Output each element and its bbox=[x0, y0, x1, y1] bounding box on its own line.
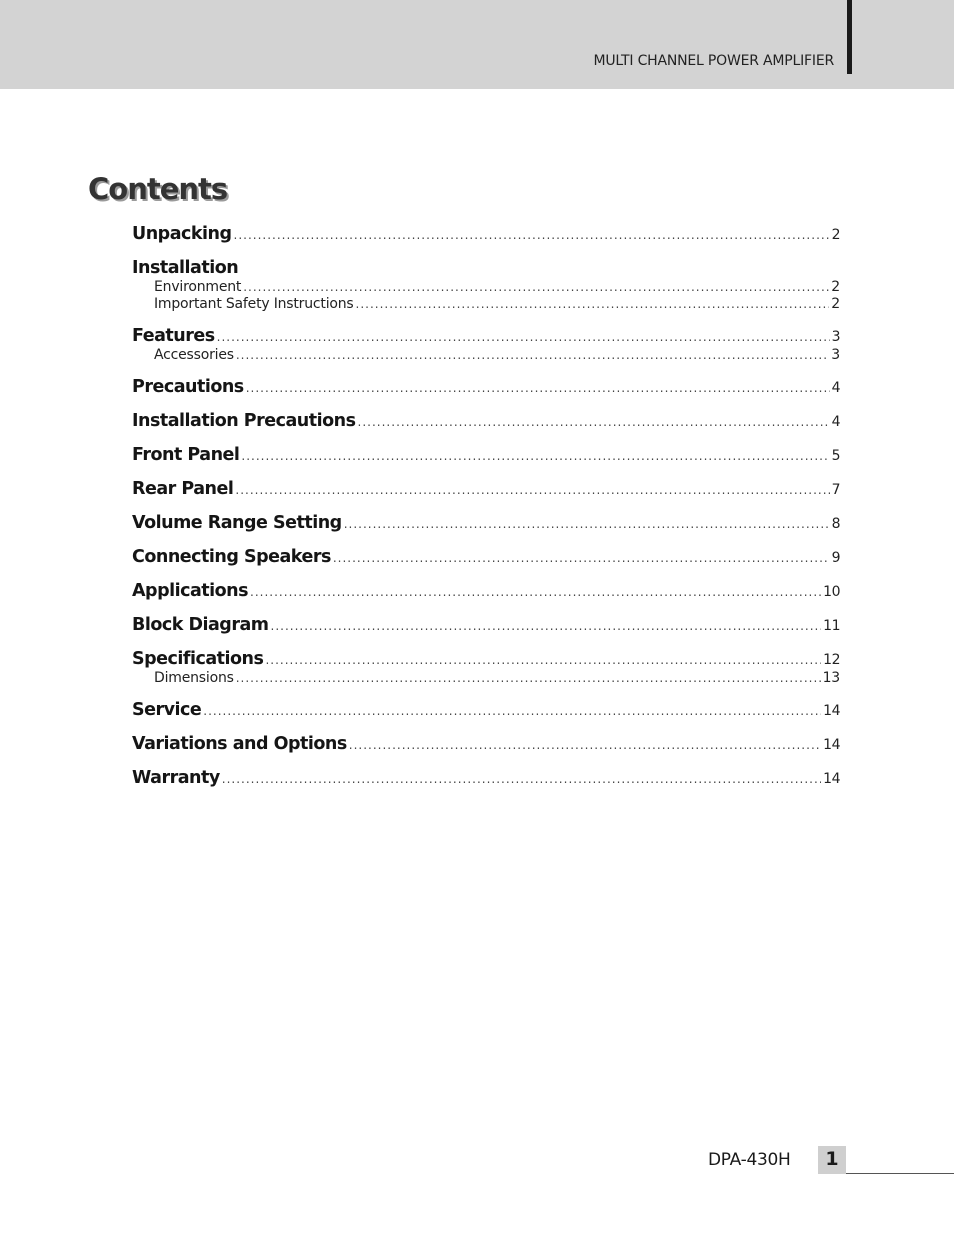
toc-group bbox=[132, 615, 840, 635]
toc-group bbox=[132, 513, 840, 533]
toc-subentry-label: Important Safety Instructions bbox=[154, 296, 354, 312]
toc-entry[interactable] bbox=[132, 326, 840, 346]
toc-entry[interactable] bbox=[132, 768, 840, 788]
toc-subentry[interactable] bbox=[132, 279, 840, 295]
toc-entry-label: Installation Precautions bbox=[132, 411, 356, 431]
dot-leader bbox=[241, 449, 829, 463]
toc-entry[interactable] bbox=[132, 479, 840, 499]
toc-group bbox=[132, 326, 840, 363]
toc-entry[interactable] bbox=[132, 649, 840, 669]
dot-leader bbox=[246, 381, 830, 395]
toc-group bbox=[132, 649, 840, 686]
dot-leader bbox=[333, 551, 830, 565]
dot-leader bbox=[344, 517, 830, 531]
toc-entry-page: 10 bbox=[823, 584, 840, 600]
toc-entry-label: Front Panel bbox=[132, 445, 240, 465]
toc-group bbox=[132, 581, 840, 601]
toc-entry-label: Warranty bbox=[132, 768, 220, 788]
dot-leader bbox=[217, 330, 830, 344]
page-number: 1 bbox=[825, 1148, 839, 1170]
toc-entry-label: Block Diagram bbox=[132, 615, 269, 635]
dot-leader bbox=[236, 348, 829, 362]
dot-leader bbox=[234, 228, 830, 242]
toc-group bbox=[132, 377, 840, 397]
toc-entry[interactable] bbox=[132, 445, 840, 465]
dot-leader bbox=[203, 704, 821, 718]
toc-subentry-page: 2 bbox=[831, 296, 840, 312]
toc-entry-label: Applications bbox=[132, 581, 249, 601]
toc-group bbox=[132, 547, 840, 567]
dot-leader bbox=[358, 415, 830, 429]
header-accent-bar bbox=[847, 0, 852, 74]
dot-leader bbox=[271, 619, 822, 633]
dot-leader bbox=[236, 671, 821, 685]
toc-subentry-label: Dimensions bbox=[154, 670, 234, 686]
toc-subentry-page: 3 bbox=[831, 347, 840, 363]
toc-entry-page: 7 bbox=[831, 482, 840, 498]
toc-subentry-label: Accessories bbox=[154, 347, 234, 363]
toc-entry[interactable] bbox=[132, 615, 840, 635]
toc-subentry[interactable] bbox=[132, 670, 840, 686]
toc-entry-label: Unpacking bbox=[132, 224, 232, 244]
page-title: Contents bbox=[88, 172, 228, 206]
dot-leader bbox=[349, 738, 821, 752]
header-band bbox=[0, 0, 954, 89]
toc-entry-page: 4 bbox=[831, 414, 840, 430]
toc-entry-page: 8 bbox=[831, 516, 840, 532]
toc-entry-page: 14 bbox=[823, 737, 840, 753]
toc-entry[interactable] bbox=[132, 581, 840, 601]
page-number-box bbox=[818, 1146, 846, 1174]
toc-group bbox=[132, 768, 840, 788]
footer-rule bbox=[846, 1173, 954, 1174]
toc-entry[interactable] bbox=[132, 513, 840, 533]
toc-entry[interactable] bbox=[132, 411, 840, 431]
toc-entry-label: Service bbox=[132, 700, 202, 720]
toc-subentry[interactable] bbox=[132, 347, 840, 363]
toc-entry-page: 3 bbox=[831, 329, 840, 345]
toc-entry-page: 11 bbox=[823, 618, 840, 634]
toc-group bbox=[132, 224, 840, 244]
toc-entry[interactable] bbox=[132, 734, 840, 754]
toc-entry-label: Specifications bbox=[132, 649, 264, 669]
table-of-contents bbox=[132, 224, 840, 802]
toc-entry[interactable] bbox=[132, 700, 840, 720]
dot-leader bbox=[265, 653, 821, 667]
dot-leader bbox=[235, 483, 829, 497]
toc-entry-label: Installation bbox=[132, 258, 239, 278]
dot-leader bbox=[222, 772, 821, 786]
toc-entry[interactable] bbox=[132, 547, 840, 567]
toc-subentry[interactable] bbox=[132, 296, 840, 312]
document-title: MULTI CHANNEL POWER AMPLIFIER bbox=[593, 53, 834, 69]
toc-entry-page: 5 bbox=[831, 448, 840, 464]
toc-group bbox=[132, 479, 840, 499]
toc-entry-page: 14 bbox=[823, 703, 840, 719]
toc-group bbox=[132, 258, 840, 312]
dot-leader bbox=[243, 280, 829, 294]
toc-entry-label: Features bbox=[132, 326, 215, 346]
toc-group bbox=[132, 411, 840, 431]
toc-entry[interactable] bbox=[132, 377, 840, 397]
toc-entry-label: Variations and Options bbox=[132, 734, 347, 754]
toc-subentry-page: 13 bbox=[822, 670, 840, 686]
toc-entry-label: Rear Panel bbox=[132, 479, 234, 499]
toc-entry[interactable] bbox=[132, 224, 840, 244]
dot-leader bbox=[250, 585, 821, 599]
toc-entry-label: Connecting Speakers bbox=[132, 547, 331, 567]
toc-group bbox=[132, 445, 840, 465]
toc-group bbox=[132, 700, 840, 720]
toc-entry-page: 12 bbox=[823, 652, 840, 668]
toc-entry-label: Volume Range Setting bbox=[132, 513, 342, 533]
dot-leader bbox=[356, 297, 830, 311]
toc-entry-page: 2 bbox=[831, 227, 840, 243]
toc-entry-label: Precautions bbox=[132, 377, 244, 397]
model-number: DPA-430H bbox=[708, 1150, 791, 1170]
toc-subentry-page: 2 bbox=[831, 279, 840, 295]
toc-entry[interactable] bbox=[132, 258, 840, 278]
toc-subentry-label: Environment bbox=[154, 279, 242, 295]
toc-entry-page: 4 bbox=[831, 380, 840, 396]
toc-entry-page: 9 bbox=[831, 550, 840, 566]
toc-entry-page: 14 bbox=[823, 771, 840, 787]
toc-group bbox=[132, 734, 840, 754]
